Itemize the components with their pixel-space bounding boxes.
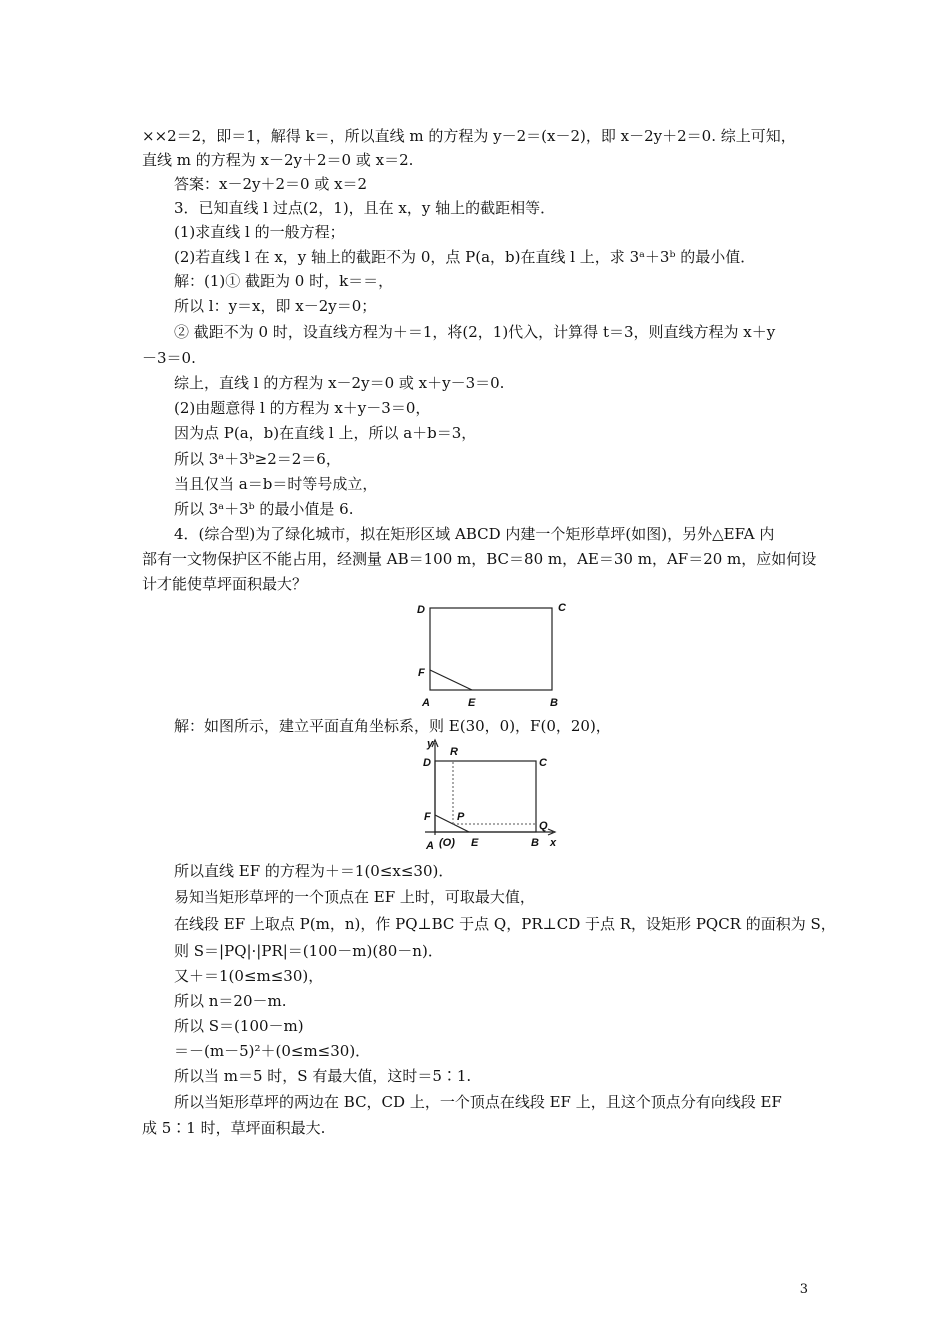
rect-abcd: [435, 761, 536, 832]
line-5: (1)求直线 l 的一般方程；: [174, 223, 345, 241]
line-22: 易知当矩形草坪的一个顶点在 EF 上时，可取最大值，: [174, 888, 535, 906]
line-9: ② 截距不为 0 时，设直线方程为＋＝1，将(2，1)代入，计算得 t＝3，则直线方程为 x＋y: [174, 323, 776, 341]
line-24: 则 S＝|PQ|·|PR|＝(100－m)(80－n)．: [174, 942, 443, 960]
label-p: P: [457, 811, 465, 823]
label-c: C: [558, 602, 566, 614]
line-21: 所以直线 EF 的方程为＋＝1(0≤x≤30)．: [174, 862, 454, 880]
rect-abcd: [430, 608, 552, 690]
line-14: 所以 3ᵃ＋3ᵇ≥2＝2＝6，: [174, 450, 341, 468]
line-10: －3＝0.: [142, 349, 196, 367]
label-d: D: [423, 757, 431, 769]
label-o: (O): [439, 837, 455, 849]
figure-rectangle-abcd: [380, 598, 580, 713]
page-number: 3: [799, 1282, 808, 1297]
figure-coordinate-system: [415, 735, 565, 853]
label-a: A: [426, 840, 434, 852]
line-30: 所以当矩形草坪的两边在 BC，CD 上，一个顶点在线段 EF 上，且这个顶点分有向线段 EF: [174, 1093, 782, 1111]
line-23: 在线段 EF 上取点 P(m，n)，作 PQ⊥BC 于点 Q，PR⊥CD 于点 R，设矩形 PQCR 的面积为 S，: [174, 915, 836, 933]
label-f: F: [424, 811, 431, 823]
line-13: 因为点 P(a，b)在直线 l 上，所以 a＋b＝3，: [174, 424, 477, 442]
line-31: 成 5∶1 时，草坪面积最大.: [142, 1119, 326, 1137]
line-12: (2)由题意得 l 的方程为 x＋y－3＝0，: [174, 399, 431, 417]
line-28: ＝－(m－5)²＋(0≤m≤30)．: [174, 1042, 371, 1060]
line-17: 4．(综合型)为了绿化城市，拟在矩形区域 ABCD 内建一个矩形草坪(如图)，另外△EFA 内: [174, 525, 775, 543]
line-20: 解：如图所示，建立平面直角坐标系，则 E(30，0)，F(0，20)，: [174, 717, 611, 735]
line-4: 3．已知直线 l 过点(2，1)，且在 x，y 轴上的截距相等．: [174, 199, 556, 217]
label-q: Q: [539, 820, 548, 832]
line-29: 所以当 m＝5 时，S 有最大值，这时＝5∶1.: [174, 1067, 472, 1085]
line-1: ××2＝2，即＝1，解得 k＝，所以直线 m 的方程为 y－2＝(x－2)，即 x－2y＋2＝0. 综上可知，: [142, 127, 796, 145]
line-7: 解：(1)① 截距为 0 时，k＝＝，: [174, 272, 394, 290]
label-r: R: [450, 746, 458, 758]
line-27: 所以 S＝(100－m): [174, 1017, 304, 1035]
label-c: C: [539, 757, 547, 769]
line-11: 综上，直线 l 的方程为 x－2y＝0 或 x＋y－3＝0.: [174, 374, 505, 392]
line-2: 直线 m 的方程为 x－2y＋2＝0 或 x＝2.: [142, 151, 414, 169]
segment-fe: [430, 670, 472, 690]
label-b: B: [531, 837, 539, 849]
label-x: x: [550, 837, 557, 849]
line-16: 所以 3ᵃ＋3ᵇ 的最小值是 6.: [174, 500, 354, 518]
label-e: E: [471, 837, 479, 849]
line-18: 部有一文物保护区不能占用，经测量 AB＝100 m，BC＝80 m，AE＝30 m，AF＝20 m，应如何设: [142, 550, 817, 568]
line-3: 答案：x－2y＋2＝0 或 x＝2: [174, 175, 368, 193]
line-25: 又＋＝1(0≤m≤30)，: [174, 967, 324, 985]
line-19: 计才能使草坪面积最大？: [142, 575, 308, 593]
line-15: 当且仅当 a＝b＝时等号成立，: [174, 475, 378, 493]
line-6: (2)若直线 l 在 x，y 轴上的截距不为 0，点 P(a，b)在直线 l 上，求 3ᵃ＋3ᵇ 的最小值．: [174, 248, 756, 266]
label-e: E: [468, 697, 476, 709]
label-b: B: [550, 697, 558, 709]
line-26: 所以 n＝20－m.: [174, 992, 287, 1010]
label-a: A: [422, 697, 430, 709]
label-d: D: [417, 604, 425, 616]
label-y: y: [427, 738, 434, 750]
line-8: 所以 l：y＝x，即 x－2y＝0；: [174, 297, 377, 315]
label-f: F: [418, 667, 425, 679]
